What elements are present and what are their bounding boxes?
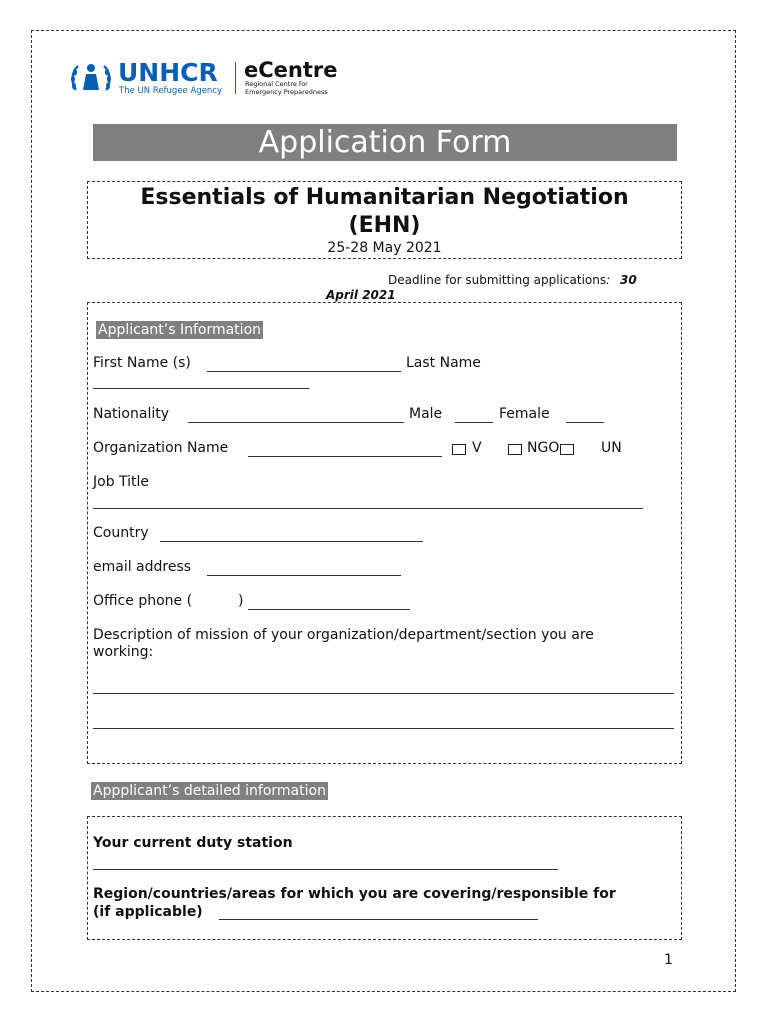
nationality-label: Nationality xyxy=(93,406,170,422)
course-box xyxy=(87,181,682,259)
unhcr-wordmark: UNHCR xyxy=(118,58,218,87)
organization-name-label: Organization Name xyxy=(93,440,229,456)
first-name-field[interactable] xyxy=(207,371,401,372)
last-name-label: Last Name xyxy=(406,355,481,371)
un-option-label: UN xyxy=(601,440,622,456)
female-label: Female xyxy=(499,406,550,422)
page-number: 1 xyxy=(664,952,673,968)
description-label-line2: working: xyxy=(93,644,154,660)
country-field[interactable] xyxy=(160,541,423,542)
ecentre-subtitle xyxy=(245,81,328,96)
gov-checkbox[interactable] xyxy=(452,444,466,455)
female-field[interactable] xyxy=(566,422,604,423)
deadline-colon: : xyxy=(606,273,611,287)
office-phone-label: Office phone ( xyxy=(93,593,193,609)
logo-divider xyxy=(235,62,236,94)
male-field[interactable] xyxy=(455,422,493,423)
description-field-line2[interactable] xyxy=(93,728,674,729)
deadline-label-row xyxy=(388,273,637,287)
region-label-line1: Region/countries/areas for which you are covering/responsible for xyxy=(93,886,616,902)
deadline-month: April 2021 xyxy=(326,288,396,302)
ecentre-subtitle-line2: Emergency Preparedness xyxy=(245,87,328,96)
unhcr-tagline: The UN Refugee Agency xyxy=(119,86,223,96)
office-phone-paren: ) xyxy=(238,593,244,609)
job-title-label: Job Title xyxy=(93,474,150,490)
description-field-line1[interactable] xyxy=(93,693,674,694)
first-name-label: First Name (s) xyxy=(93,355,191,371)
region-field[interactable] xyxy=(219,919,538,920)
ecentre-subtitle-line1: Regional Centre for xyxy=(245,80,308,88)
ecentre-wordmark: eCentre xyxy=(244,58,338,82)
form-title: Application Form xyxy=(93,124,677,161)
description-label-line1: Description of mission of your organization/department/section you are xyxy=(93,627,594,643)
course-dates: 25-28 May 2021 xyxy=(327,240,442,256)
email-field[interactable] xyxy=(207,575,401,576)
region-label-line2: (if applicable) xyxy=(93,904,203,920)
unhcr-emblem-icon xyxy=(68,60,114,94)
male-label: Male xyxy=(409,406,443,422)
ngo-option-label: NGO xyxy=(527,440,560,456)
course-title-line1: Essentials of Humanitarian Negotiation xyxy=(140,185,629,210)
country-label: Country xyxy=(93,525,149,541)
organization-name-field[interactable] xyxy=(248,456,442,457)
course-title-line2: (EHN) xyxy=(348,213,421,238)
ngo-checkbox[interactable] xyxy=(508,444,522,455)
deadline-day: 30 xyxy=(619,273,637,287)
applicant-info-heading: Applicant’s Information xyxy=(98,322,262,338)
duty-station-field[interactable] xyxy=(93,869,558,870)
office-phone-field[interactable] xyxy=(248,609,410,610)
deadline-label: Deadline for submitting applications xyxy=(388,273,607,287)
last-name-field[interactable] xyxy=(93,388,309,389)
gov-option-label: V xyxy=(472,440,482,456)
un-checkbox[interactable] xyxy=(560,444,574,455)
nationality-field[interactable] xyxy=(188,422,404,423)
email-label: email address xyxy=(93,559,192,575)
header-logos xyxy=(68,58,338,98)
job-title-field[interactable] xyxy=(93,508,643,509)
course-title xyxy=(88,184,681,240)
duty-station-label: Your current duty station xyxy=(93,835,293,851)
detailed-info-heading: Appplicant’s detailed information xyxy=(93,783,326,799)
